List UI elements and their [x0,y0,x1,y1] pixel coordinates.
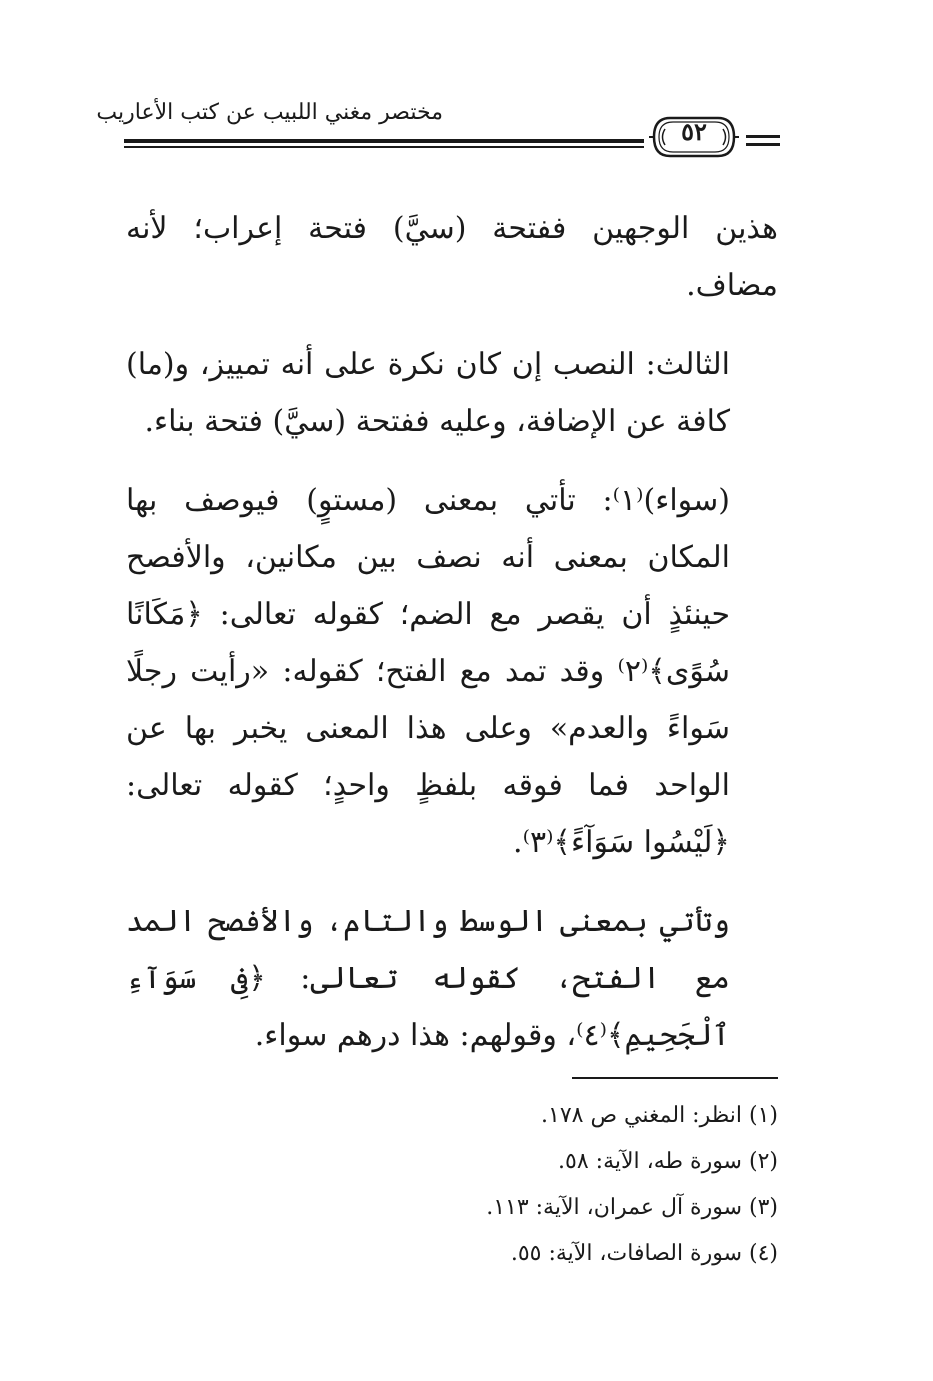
footnote: (١) انظر: المغني ص ١٧٨. [541,1103,778,1128]
paragraph: وتأتي بمعنى الوسط والتام، والأفصح المد مع الفتح، كقوله تعالى: ﴿فِى سَوَآءِ ٱلْجَحِيمِ﴾⁽٤⁾، وقولهم: هذا درهم سواء. [126,904,730,1053]
footnote: (٤) سورة الصافات، الآية: ٥٥. [510,1241,778,1266]
paragraph: الثالث: النصب إن كان نكرة على أنه تمييز، و(ما) كافة عن الإضافة، وعليه ففتحة (سيَّ) فتحة بناء. [126,347,730,439]
paragraph: هذين الوجهين ففتحة (سيَّ) فتحة إعراب؛ لأنه مضاف. [126,211,778,303]
page-number: ٥٢ [681,117,707,146]
footnote-separator [572,1077,778,1079]
header-dash-top [746,135,780,138]
footnotes [200,1093,778,1277]
main-text [126,200,778,1064]
running-title: مختصر مغني اللبيب عن كتب الأعاريب [96,100,443,125]
header-rule-thin [124,146,644,148]
paragraph: (سواء)⁽١⁾: تأتي بمعنى (مستوٍ) فيوصف بها المكان بمعنى أنه نصف بين مكانين، والأفصح حينئذٍ أن يقصر مع الضم؛ كقوله تعالى: ﴿مَكَانًا سُوًى﴾⁽٢⁾ وقد تمد مع الفتح؛ كقوله: «رأيت رجلًا سَواءً والعدم» وعلى هذا المعنى يخبر بها عن الواحد فما فوقه بلفظٍ واحدٍ؛ كقوله تعالى: ﴿لَيْسُوا سَوَآءً﴾⁽٣⁾. [126,483,730,860]
header-dash-bottom [746,143,780,146]
footnote: (٢) سورة طه، الآية: ٥٨. [558,1149,778,1174]
footnote: (٣) سورة آل عمران، الآية: ١١٣. [486,1195,778,1220]
header-rule-thick [124,139,644,143]
